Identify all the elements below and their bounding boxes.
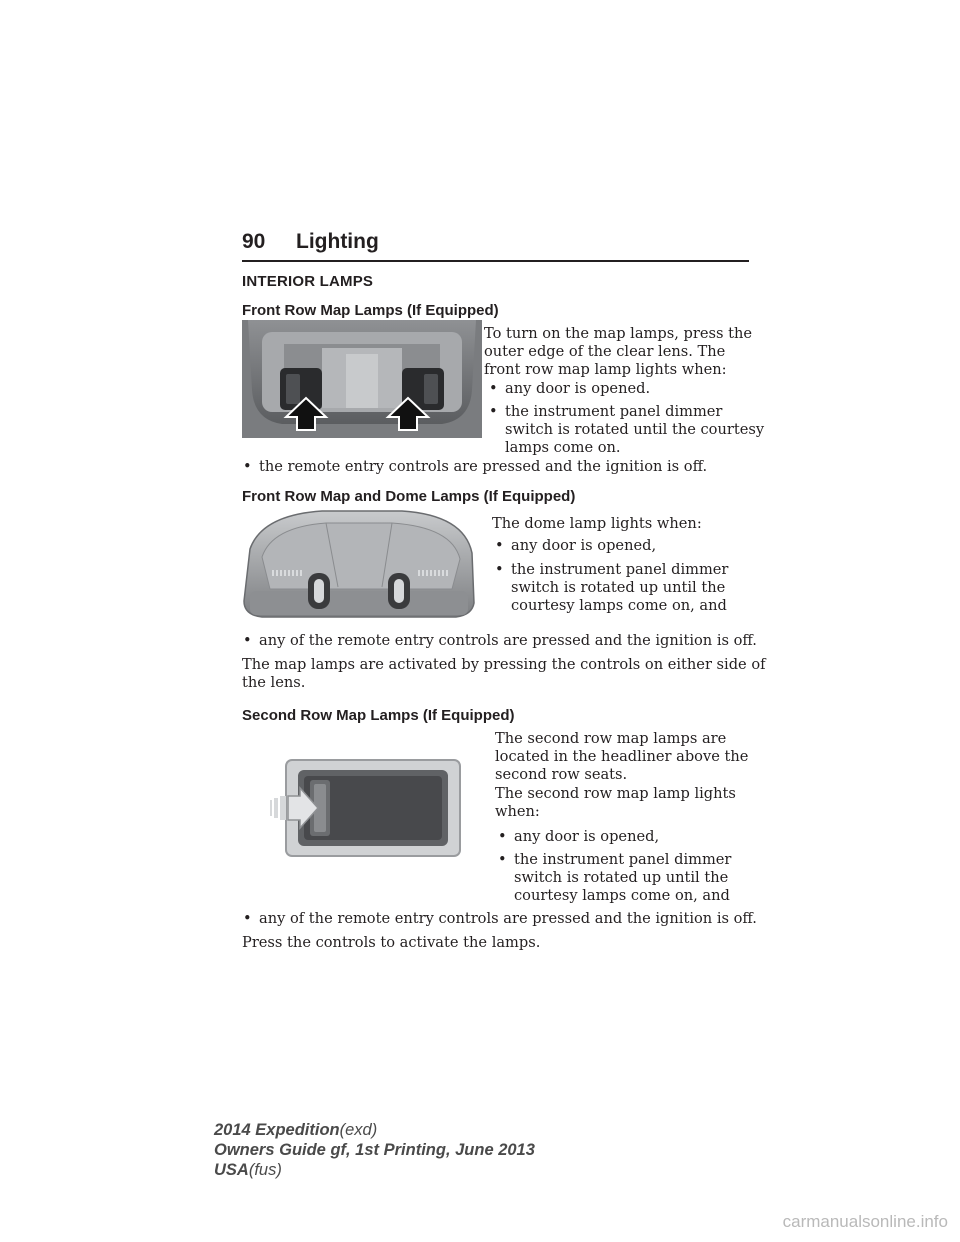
section3-intro2: The second row map lamp lights when: — [495, 785, 736, 820]
section1-bullet-1: • any door is opened. — [489, 380, 651, 397]
section2-bullet-1: • any door is opened, — [495, 537, 657, 554]
footer-model: 2014 Expedition(exd) — [214, 1121, 378, 1139]
section-title: Lighting — [296, 230, 379, 253]
section2-bullet-2: • the instrument panel dimmer switch is rotated up until the courtesy lamps come on, and — [495, 561, 729, 614]
section2-intro: The dome lamp lights when: — [492, 515, 702, 532]
footer-market: USA(fus) — [214, 1161, 282, 1179]
second-row-lamps-figure — [266, 758, 462, 858]
footer-printing: Owners Guide gf, 1st Printing, June 2013 — [214, 1141, 535, 1159]
front-map-lamps-figure — [242, 320, 482, 438]
section1-intro: To turn on the map lamps, press the outer edge of the clear lens. The front row map lamp lights when: — [484, 325, 752, 378]
page-number: 90 — [242, 230, 266, 253]
section1-title: Front Row Map Lamps (If Equipped) — [242, 302, 499, 319]
section1-bullet-3: • the remote entry controls are pressed and the ignition is off. — [243, 458, 708, 475]
heading-interior-lamps: INTERIOR LAMPS — [242, 273, 374, 290]
section3-note: Press the controls to activate the lamps. — [242, 934, 541, 951]
watermark: carmanualsonline.info — [782, 1212, 948, 1231]
section2-note: The map lamps are activated by pressing the controls on either side of the lens. — [242, 656, 766, 691]
section2-bullet-3: • any of the remote entry controls are pressed and the ignition is off. — [243, 632, 757, 649]
header-rule — [242, 260, 749, 262]
section3-bullet-3: • any of the remote entry controls are pressed and the ignition is off. — [243, 910, 757, 927]
section1-bullet-2: • the instrument panel dimmer switch is rotated until the courtesy lamps come on. — [489, 403, 765, 456]
section3-intro: The second row map lamps are located in the headliner above the second row seats. — [495, 730, 749, 783]
section3-title: Second Row Map Lamps (If Equipped) — [242, 707, 515, 724]
dome-lamps-figure — [242, 509, 476, 619]
section3-bullet-2: • the instrument panel dimmer switch is rotated up until the courtesy lamps come on, and — [498, 851, 732, 904]
section2-title: Front Row Map and Dome Lamps (If Equipped) — [242, 488, 576, 505]
section3-bullet-1: • any door is opened, — [498, 828, 660, 845]
